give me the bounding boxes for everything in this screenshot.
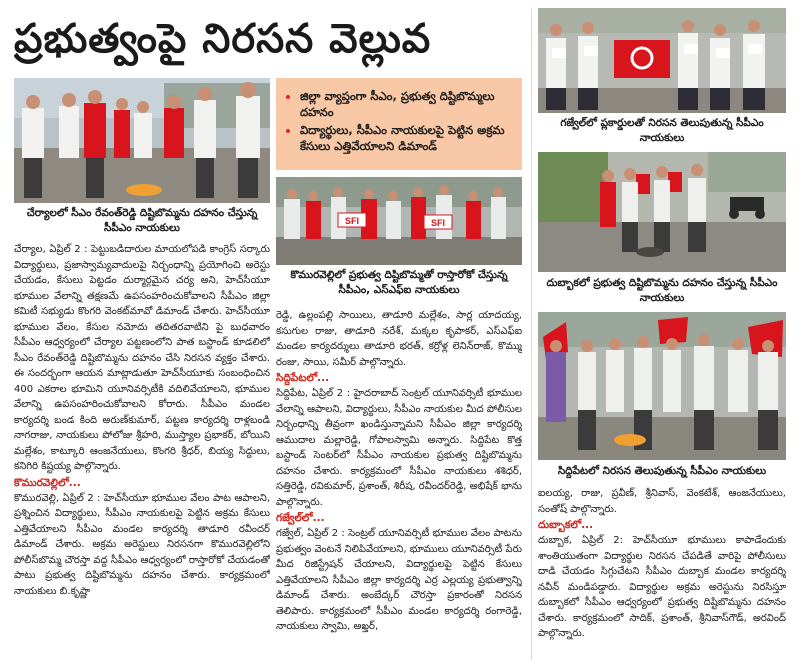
subhead-komuravelli: కొమురవెల్లిలో... — [14, 476, 81, 489]
photo-gajwel — [538, 8, 786, 113]
highlight-item: • జిల్లా వ్యాప్తంగా సీఎం, ప్రభుత్వ దిష్టిబొమ్మలు దహనం — [300, 88, 514, 120]
highlights-box — [276, 78, 522, 170]
photo-gajwel-scene — [538, 8, 786, 113]
article-paragraph: చేర్యాల, ఏప్రిల్ 2 : పెట్టుబడిదారుల మాయలోపడి కాంగ్రెస్ సర్కారు విద్యార్థులు, ప్రజాస్వామ్యవాదులపై నిర్బంధాన్ని ప్రయోగించి అరెస్టు చేయడం, కేసులు పెట్టడం దుర్మార్గమైన చర్య అని, హెచ్‌సీయూ భూముల వేలాన్ని తక్షణమే ఉపసంహరించుకోవాలని సీపీఎం జిల్లా కమిటీ సభ్యుడు కొంగరి వెంకట్‌మావో డిమాండ్ చేశారు. హెచ్‌సీయూ భూముల వేలం, కేసుల నమోదు తదితరవాటిని పై బుధవారం సీపీఎం ఆధ్వర్యంలో చేర్యాల పట్టణంలోని పాత బస్టాండ్ కూడలిలో సీఎం రేవంత్‌రెడ్డి దిష్టిబొమ్మను దహనం చేసి నిరసన వ్యక్తం చేశారు. ఈ సందర్భంగా ఆయన మాట్లాడుతూ హెచ్‌సీయూకు సంబంధించిన 400 ఎకరాల భూమిని యూనివర్సిటీకి వదిలివేయాలని, భూముల వేలాన్ని ఉపసంహరించుకోవాలని కోరారు. సీపీఎం మండల కార్యదర్శి బండ కింది అరుణ్‌కుమార్, పట్టణ కార్యదర్శి రాళ్లబండి నాగరాజు, నాయకులు పోలోజు శ్రీహరి, ముస్త్యాల ప్రభాకర్, బోయిని మల్లేశం, కాట్కూరి ఆంజనేయులు, కొంగరి శ్రీధర్, బియ్య సిద్దులు, కనిగిరి కిష్టయ్య పాల్గొన్నారు. — [14, 244, 270, 472]
photo-siddipet-scene — [538, 312, 786, 460]
caption-siddipet: సిద్దిపేటలో నిరసన తెలుపుతున్న సీపీఎం నాయకులు — [557, 465, 767, 477]
sfi-banner-left: SFI — [344, 216, 360, 226]
photo-komuravelli-scene — [276, 177, 522, 265]
article-paragraph: గజ్వేల్, ఏప్రిల్ 2 : సెంట్రల్ యూనివర్సిటీ భూముల వేలం పాటను ప్రభుత్వం వెంటనే నిలిపివేయాలని, భూములు యూనివర్సిటీ పేరు మీద రిజిస్ట్రేషన్ చేయాలని, విద్యార్థులపై పెట్టిన కేసులు ఎత్తివేయాలని సీపీఎం జిల్లా కార్యదర్శి ఎర్ర ఎల్లయ్య ప్రభుత్వాన్ని డిమాండ్ చేశారు. అంబేద్కర్ చౌరస్తా ప్రకారంతో నిరసన తెలిపారు. కార్యక్రమంలో సీపీఎం మండల కార్యదర్శి రంగారెడ్డి, నాయకులు స్వామి, అఖ్తర్, — [276, 528, 522, 632]
caption-cherial: చేర్యాలలో సీఎం రేవంత్‌రెడ్డి దిష్టిబొమ్మను దహనం చేస్తున్న సీపీఎం నాయకులు — [26, 207, 258, 234]
headline: ప్రభుత్వంపై నిరసన వెల్లువ — [14, 16, 432, 62]
article-paragraph: కొమురవెల్లి, ఏప్రిల్ 2 : హెచ్‌సీయూ భూముల వేలం పాట ఆపాలని, ప్రశ్నించిన విద్యార్థులు, సీపీఎం నాయకులపై పెట్టిన అక్రమ కేసులు ఎత్తివేయాలని సీపీఎం మండల కార్యదర్శి తాడూరి రవీందర్ డిమాండ్ చేశారు. అక్రమ అరెస్టులు నిరసనగా కొమురవెల్లిలోని పోలీస్‌బొమ్మ చౌరస్తా వద్ద సీపీఎం ఆధ్వర్యంలో రాస్తారోకో చేయడంతో పాటు ప్రభుత్వ దిష్టిబొమ్మను దహనం చేశారు. కార్యక్రమంలో నాయకులు బి.కృష్ణా — [14, 492, 270, 597]
caption-dubbaka: దుబ్బాకలో ప్రభుత్వ దిష్టిబొమ్మను దహనం చేస్తున్న సీపీఎం నాయకులు — [546, 277, 778, 304]
article-paragraph: రెడ్డి, ఉల్లంపల్లి సాయిలు, తాడూరి మల్లేశం, సార్ల యాదయ్య, కసుగుల రాజు, తాడూరి నరేశ్, మక్కల కృపాకర్, ఎస్‌ఎఫ్‌ఐ మండల కార్యదర్శులు తాడూరి భరత్, కర్రోళ్ల లెనిన్‌రాజ్, కొమ్ము రంజు, సాయి, సమీర్ పాల్గొన్నారు. — [276, 310, 522, 368]
photo-komuravelli — [276, 177, 522, 265]
subhead-gajwel: గజ్వేల్‌లో... — [276, 512, 325, 524]
article-paragraph: దుబ్బాక, ఏప్రిల్ 2: హెచ్‌సీయూ భూములు కాపాడేందుకు శాంతియుతంగా విద్యార్థుల నిరసన చేపడితే వారిపై పోలీసులు దాడి చేయడం సిగ్గుచేటని సీపీఎం దుబ్బాక మండల కార్యదర్శి నవీన్ మండిపడ్డారు. విద్యార్థుల అక్రమ అరెస్టును నిరసిస్తూ దుబ్బాకలో సీపీఎం ఆధ్వర్యంలో ప్రభుత్వ దిష్టిబొమ్మను దహనం చేశారు. కార్యక్రమంలో సాదిక్, ప్రశాంత్, శ్రీనివాస్‌గౌడ్, అరవింద్ పాల్గొన్నారు. — [538, 535, 786, 639]
photo-dubbaka-scene — [538, 152, 786, 272]
caption-gajwel: గజ్వేల్‌లో ప్లకార్డులతో నిరసన తెలుపుతున్న సీపీఎం నాయకులు — [560, 117, 764, 144]
column-divider — [531, 8, 532, 660]
subhead-siddipet: సిద్దిపేటలో... — [276, 372, 330, 384]
photo-cherial-scene — [14, 78, 270, 203]
photo-siddipet — [538, 312, 786, 460]
photo-dubbaka — [538, 152, 786, 272]
photo-cherial — [14, 78, 270, 203]
article-paragraph: ఐలయ్య, రాజు, ప్రవీణ్, శ్రీనివాస్, వెంకటేశ్, ఆంజనేయులు, సంతోష్ పాల్గొన్నారు. — [538, 488, 786, 515]
subhead-dubbaka: దుబ్బాకలో... — [538, 519, 594, 531]
article-column-2 — [276, 308, 522, 660]
highlight-item: • విద్యార్థులు, సీపీఎం నాయకులపై పెట్టిన అక్రమ కేసులు ఎత్తివేయాలని డిమాండ్ — [300, 122, 514, 154]
sfi-banner-right: SFI — [430, 218, 446, 228]
caption-komuravelli: కొమురవెల్లిలో ప్రభుత్వ దిష్టిబొమ్మతో రాస్తారోకో చేస్తున్న సీపీఎం, ఎస్‌ఎఫ్‌ఐ నాయకులు — [290, 269, 508, 296]
article-paragraph: సిద్దిపేట, ఏప్రిల్ 2 : హైదరాబాద్ సెంట్రల్ యూనివర్సిటీ భూముల వేలాన్ని ఆపాలని, విద్యార్థులు, సీపీఎం నాయకుల మీద పోలీసుల నిర్బంధాన్ని తీవ్రంగా ఖండిస్తున్నామని సీపీఎం జిల్లా కార్యదర్శి ఆముదాల మల్లారెడ్డి, గోపాలస్వామి అన్నారు. సిద్దిపేట కొత్త బస్టాండ్ సెంటర్‌లో సీపీఎం నాయకుల ప్రభుత్వ దిష్టిబొమ్మను దహనం చేశారు. కార్యక్రమంలో సీపీఎం నాయకులు శశిధర్, సత్తిరెడ్డి, రవికుమార్, ప్రశాంత్, శిరీష, రవీందర్‌రెడ్డి, అభిషేక్ భాను పాల్గొన్నారు. — [276, 388, 522, 508]
article-column-1 — [14, 242, 270, 660]
article-column-3 — [538, 486, 786, 660]
